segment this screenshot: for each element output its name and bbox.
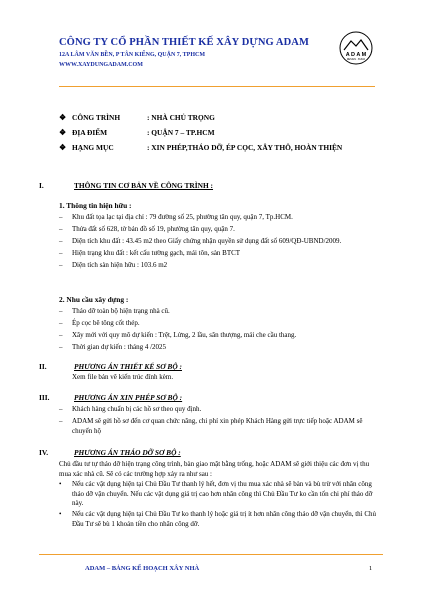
list-item: • Nếu các vật dụng hiện tại Chủ Đầu Tư thanh lý hết, đơn vị thu mua xác nhà sẽ bàn và bù trừ với nhân công tháo dỡ vận chuyển. Nếu các vật dụng giá trị cao hơn nhân công thì Chủ Đầu Tư ko cần tốn chi phí tháo dỡ này.	[59, 480, 373, 507]
project-label: HẠNG MỤC	[72, 143, 114, 152]
section-number: III.	[39, 393, 50, 402]
project-value: : NHÀ CHỦ TRỌNG	[147, 113, 215, 122]
subsection-title: 1. Thông tin hiện hữu :	[59, 201, 132, 210]
header-divider	[59, 86, 375, 87]
diamond-bullet-icon: ❖	[59, 143, 67, 152]
section-number: IV.	[39, 448, 49, 457]
project-value: : QUẬN 7 – TP.HCM	[147, 128, 215, 137]
footer-text: ADAM – BẢNG KẾ HOẠCH XÂY NHÀ	[85, 565, 200, 572]
section-title: PHƯƠNG ÁN THIẾT KẾ SƠ BỘ :	[74, 362, 182, 371]
company-name: CÔNG TY CỔ PHẦN THIẾT KẾ XÂY DỰNG ADAM	[59, 37, 309, 48]
section-title: PHƯƠNG ÁN XIN PHÉP SƠ BỘ :	[74, 393, 183, 402]
company-header	[59, 36, 329, 70]
section-number: II.	[39, 362, 47, 371]
project-label: ĐỊA ĐIỂM	[72, 128, 108, 137]
list-item: – ADAM sẽ gửi hồ sơ đến cơ quan chức năng, chi phí xin phép Khách Hàng gửi trực tiếp hoặc ADAM sẽ chuyển hộ	[59, 417, 363, 435]
diamond-bullet-icon: ❖	[59, 128, 67, 137]
company-address: 12A LÂM VĂN BỀN, P TÂN KIỂNG, QUẬN 7, TPHCM	[59, 52, 206, 58]
section-text: Chủ đầu tư tự tháo dỡ hiện trạng công trình, bàn giao mặt bằng trống, hoặc ADAM sẽ giới thiệu các đơn vị thu mua xác nhà cũ. Sẽ có các trường hợp xảy ra như sau :	[59, 460, 370, 478]
svg-text:DESIGN · BUILD: DESIGN · BUILD	[346, 58, 366, 61]
page-number: 1	[369, 565, 373, 572]
section-title: PHƯƠNG ÁN THÁO DỠ SƠ BỘ :	[74, 448, 181, 457]
section-number: I.	[39, 181, 44, 190]
adam-logo	[339, 31, 373, 65]
diamond-bullet-icon: ❖	[59, 113, 67, 122]
svg-text:A D A M: A D A M	[345, 52, 367, 58]
subsection-title: 2. Nhu cầu xây dựng :	[59, 295, 129, 304]
house-outline-icon	[339, 31, 373, 65]
project-label: CÔNG TRÌNH	[72, 113, 121, 122]
project-value: : XIN PHÉP,THÁO DỠ, ÉP CỌC, XÂY THÔ, HOÀN THIỆN	[147, 143, 343, 152]
list-item: • Nếu các vật dụng hiện tại Chủ Đầu Tư ko thanh lý hoặc giá trị ít hơn nhân công tháo dỡ vận chuyển, thì Chủ Đầu Tư sẽ bù 1 khoản tiền cho nhân công dỡ.	[59, 510, 377, 528]
company-website: WWW.XAYDUNGADAM.COM	[59, 62, 143, 68]
section-title: THÔNG TIN CƠ BẢN VỀ CÔNG TRÌNH :	[74, 181, 214, 190]
section-text: Xem file bản vẽ kiến trúc đính kèm.	[72, 373, 174, 381]
footer-divider	[39, 554, 383, 555]
